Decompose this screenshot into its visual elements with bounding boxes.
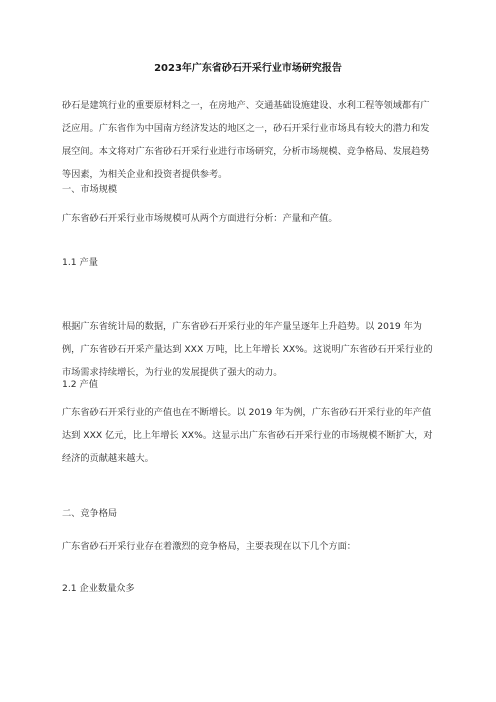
section-2-intro: 广东省砂石开采行业存在着激烈的竞争格局，主要表现在以下几个方面： — [62, 541, 356, 552]
section-1-1-text: 根据广东省统计局的数据，广东省砂石开采行业的年产量呈逐年上升趋势。以 2019 年为例，广东省砂石开采产量达到 XXX 万吨，比上年增长 XX%。这说明广东省砂石开采行业的市场需求持续增长，为行业的发展提供了强大的动力。 — [62, 321, 433, 378]
section-1-intro: 广东省砂石开采行业市场规模可从两个方面进行分析：产量和产值。 — [62, 213, 338, 224]
document-title: 2023年广东省砂石开采行业市场研究报告 — [154, 63, 342, 74]
section-1-heading: 一、市场规模 — [62, 184, 118, 195]
section-2-1-heading: 2.1 企业数量众多 — [62, 583, 135, 594]
section-1-2-heading: 1.2 产值 — [62, 379, 98, 390]
intro-paragraph: 砂石是建筑行业的重要原材料之一，在房地产、交通基础设施建设、水利工程等领域都有广泛应用。广东省作为中国南方经济发达的地区之一，砂石开采行业市场具有较大的潜力和发展空间。本文将对广东省砂石开采行业进行市场研究，分析市场规模、竞争格局、发展趋势等因素，为相关企业和投资者提供参考。 — [62, 100, 430, 180]
section-2-heading: 二、竞争格局 — [62, 508, 118, 519]
section-1-1-heading: 1.1 产量 — [62, 257, 98, 268]
section-1-2-text: 广东省砂石开采行业的产值也在不断增长。以 2019 年为例，广东省砂石开采行业的年产值达到 XXX 亿元，比上年增长 XX%。这显示出广东省砂石开采行业的市场规模不断扩大，对经济的贡献越来越大。 — [62, 407, 433, 464]
